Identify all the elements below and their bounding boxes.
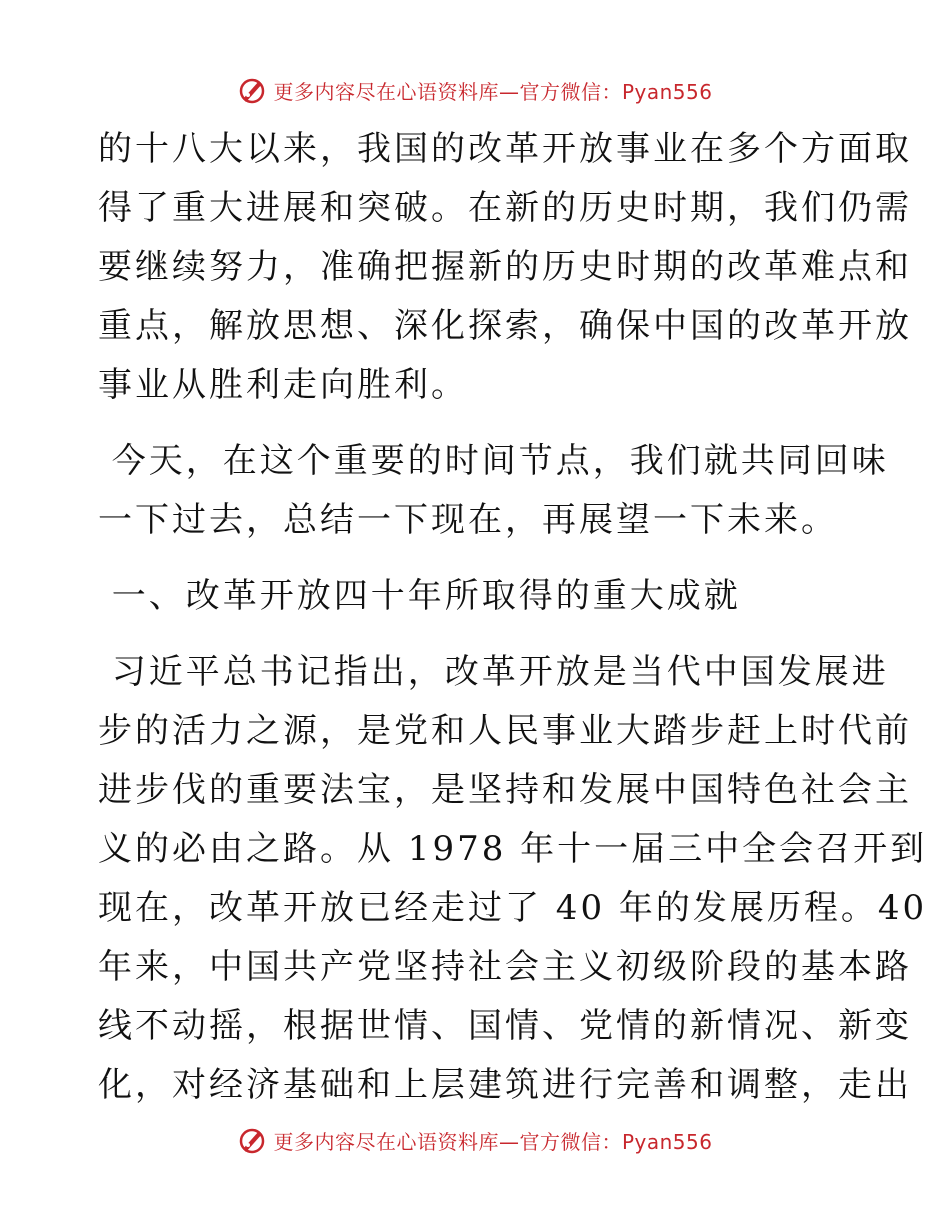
header-watermark-group (237, 75, 712, 105)
paragraph-spacer (98, 550, 853, 567)
paragraph-3 (98, 643, 928, 1115)
text-line: 重点，解放思想、深化探索，确保中国的改革开放 (98, 306, 912, 346)
text-line: 事业从胜利走向胜利。 (98, 365, 468, 405)
paragraph-2 (98, 432, 889, 550)
text-line: 现在，改革开放已经走过了 40 年的发展历程。40 (98, 888, 928, 928)
footer-watermark-text: 更多内容尽在心语资料库—官方微信：Pyan556 (273, 1129, 713, 1154)
section-heading (98, 567, 853, 626)
footer-watermark-group (237, 1125, 712, 1155)
header-watermark-text: 更多内容尽在心语资料库—官方微信：Pyan556 (273, 79, 713, 104)
text-line: 要继续努力，准确把握新的历史时期的改革难点和 (98, 247, 912, 287)
paragraph-spacer (98, 626, 853, 643)
text-line: 线不动摇，根据世情、国情、党情的新情况、新变 (98, 1006, 912, 1046)
pen-seal-logo-icon (237, 75, 267, 105)
pen-seal-logo-icon (237, 1125, 267, 1155)
section-heading-text: 一、改革开放四十年所取得的重大成就 (98, 576, 741, 616)
paragraph-1 (98, 120, 912, 415)
text-line: 的十八大以来，我国的改革开放事业在多个方面取 (98, 129, 912, 169)
text-line: 步的活力之源，是党和人民事业大踏步赶上时代前 (98, 711, 912, 751)
document-body (98, 120, 928, 1115)
text-line: 义的必由之路。从 1978 年十一届三中全会召开到 (98, 829, 928, 869)
paragraph-spacer (98, 415, 853, 432)
text-line: 习近平总书记指出，改革开放是当代中国发展进 (98, 652, 889, 692)
footer-watermark (0, 1120, 950, 1160)
text-line: 化，对经济基础和上层建筑进行完善和调整，走出 (98, 1065, 912, 1105)
header-watermark (0, 70, 950, 110)
text-line: 进步伐的重要法宝，是坚持和发展中国特色社会主 (98, 770, 912, 810)
text-line: 今天，在这个重要的时间节点，我们就共同回味 (98, 441, 889, 481)
text-line: 一下过去，总结一下现在，再展望一下未来。 (98, 500, 838, 540)
text-line: 年来，中国共产党坚持社会主义初级阶段的基本路 (98, 947, 912, 987)
text-line: 得了重大进展和突破。在新的历史时期，我们仍需 (98, 188, 912, 228)
